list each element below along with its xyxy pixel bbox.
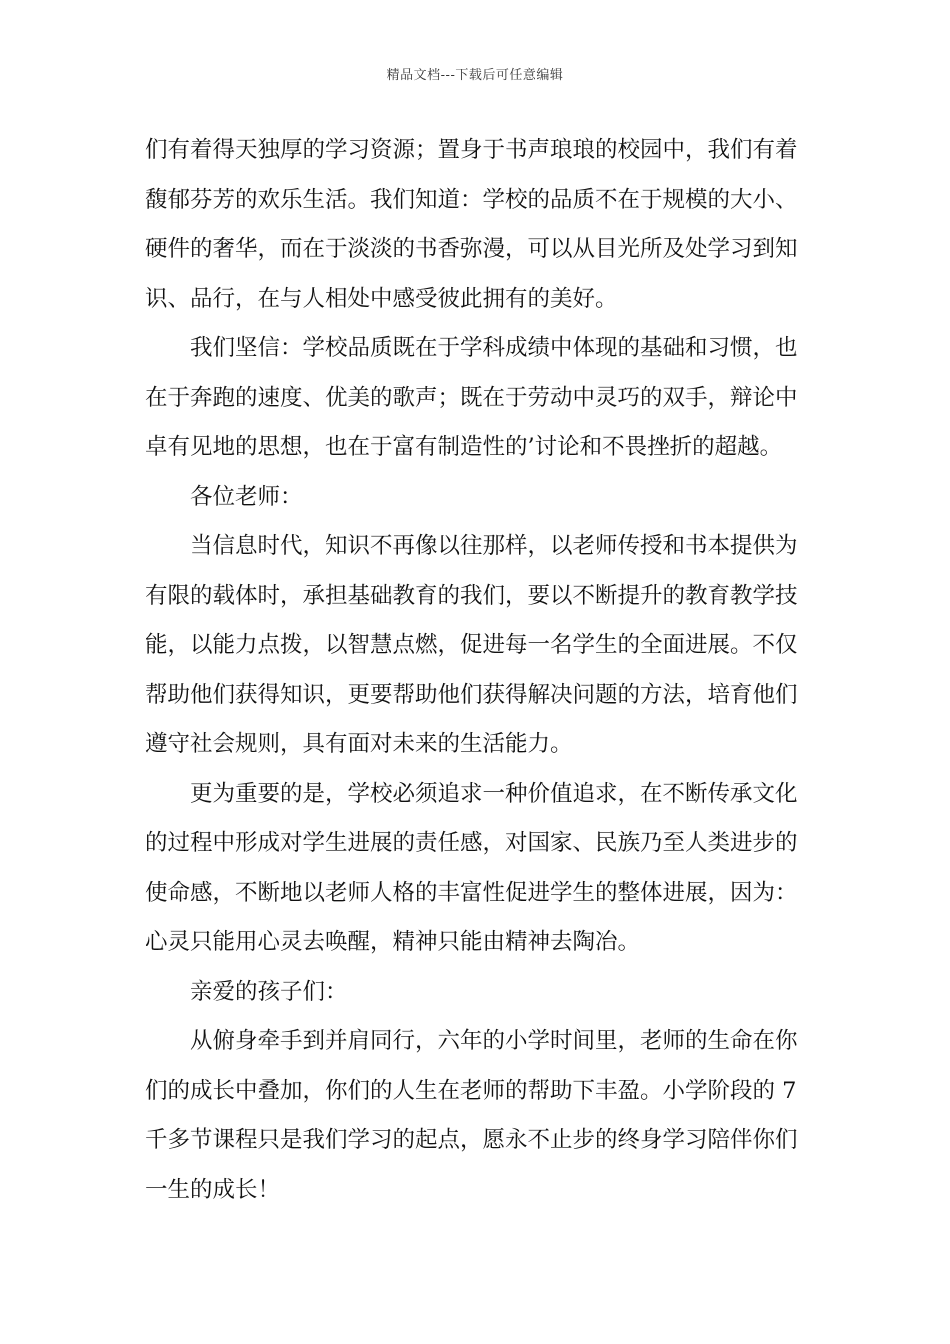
text-line: 使命感，不断地以老师人格的丰富性促进学生的整体进展，因为： [145,879,798,906]
text-line: 在于奔跑的速度、优美的歌声；既在于劳动中灵巧的双手，辩论中 [145,384,798,411]
text-line: 遵守社会规则，具有面对未来的生活能力。 [145,731,573,757]
text-line: 能，以能力点拨，以智慧点燃，促进每一名学生的全面进展。不仅 [145,632,798,658]
text-line: 硬件的奢华，而在于淡淡的书香弥漫，可以从目光所及处学习到知 [145,236,798,262]
salutation-children: 亲爱的孩子们： [190,978,348,1005]
text-line: 识、品行，在与人相处中感受彼此拥有的美好。 [145,285,618,312]
text-line: 们有着得天独厚的学习资源；置身于书声琅琅的校园中，我们有着 [145,137,798,163]
paragraph-start-line: 更为重要的是，学校必须追求一种价值追求，在不断传承文化 [190,780,798,807]
text-line: 馥郁芬芳的欢乐生活。我们知道：学校的品质不在于规模的大小、 [145,186,798,213]
text-line: 帮助他们获得知识，更要帮助他们获得解决问题的方法，培育他们 [145,681,798,708]
text-line: 千多节课程只是我们学习的起点，愿永不止步的终身学习陪伴你们 [145,1127,798,1153]
page-header: 精品文档---下载后可任意编辑 [386,68,564,83]
paragraph-start-line: 从俯身牵手到并肩同行，六年的小学时间里，老师的生命在你 [190,1028,798,1054]
document-body [145,126,810,1215]
text-line: 的过程中形成对学生进展的责任感，对国家、民族乃至人类进步的 [145,830,798,856]
text-line: 一生的成长！ [145,1176,281,1203]
salutation-teachers: 各位老师： [190,483,303,510]
paragraph-start-line: 我们坚信：学校品质既在于学科成绩中体现的基础和习惯，也 [190,335,798,361]
text-line: 有限的载体时，承担基础教育的我们，要以不断提升的教育教学技 [145,582,798,609]
text-line: 卓有见地的思想，也在于富有制造性的’讨论和不畏挫折的超越。 [145,434,783,460]
text-line: 心灵只能用心灵去唤醒，精神只能由精神去陶冶。 [145,929,641,955]
paragraph-start-line: 当信息时代，知识不再像以往那样，以老师传授和书本提供为 [190,533,798,559]
text-line: 们的成长中叠加，你们的人生在老师的帮助下丰盈。小学阶段的 7 [145,1077,797,1104]
